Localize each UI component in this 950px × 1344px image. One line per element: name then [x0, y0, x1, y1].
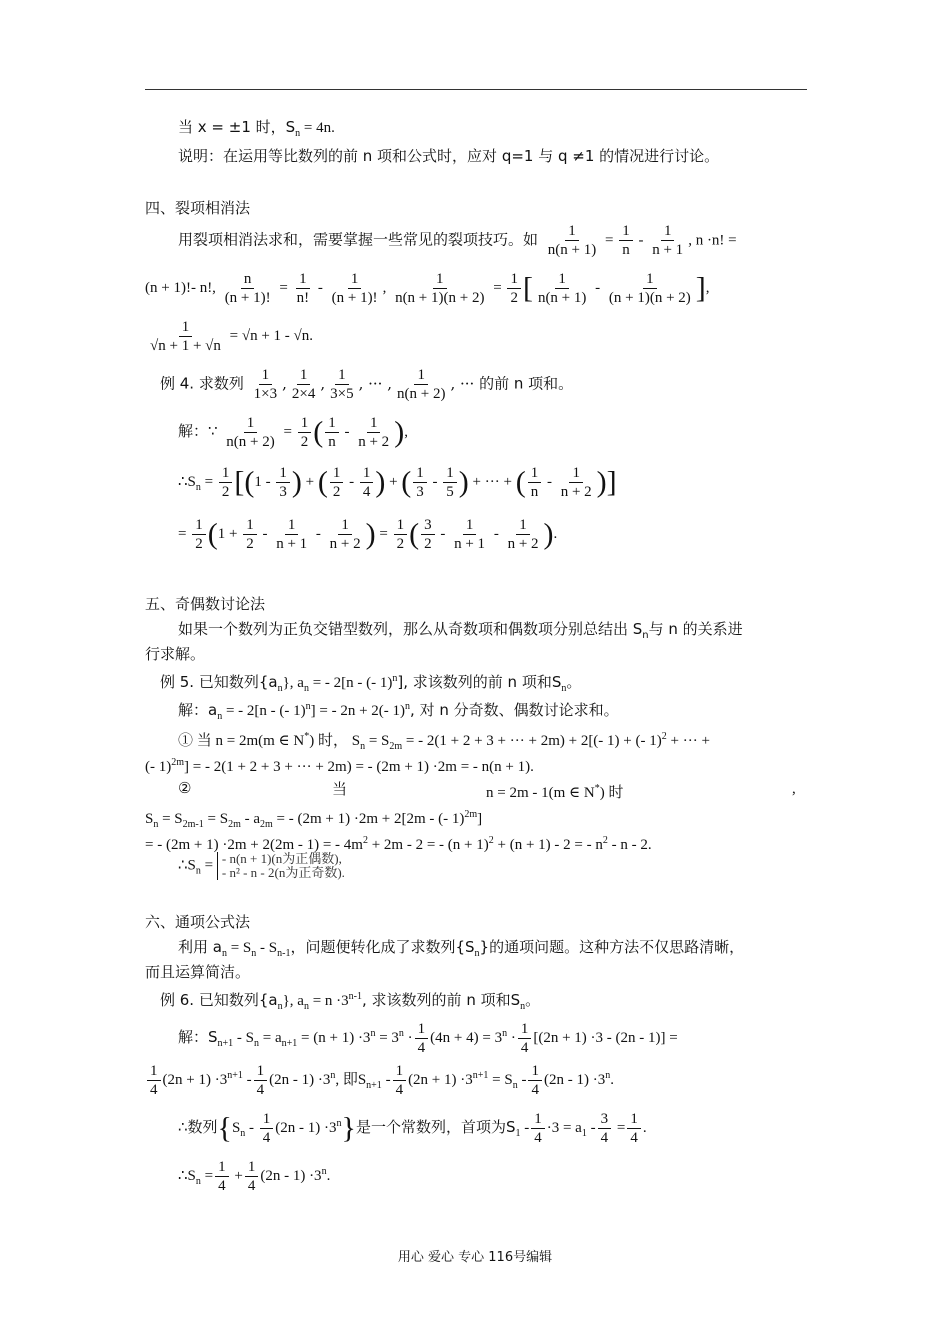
case-2-line-3: = - (2m + 1) ·2m + 2(2m - 1) = - $4m^2 + 2m - 2$ = - $(n + 1)^2 + (n + 1) - 2$ = - $n^2$ - n - 2.	[145, 835, 652, 853]
text-line-6a: 利用 $a_n = S_n - S_{n-1}$，问题便转化成了求数列$\{S_n\}$的通项问题。这种方法不仅思路清晰，	[178, 938, 745, 959]
formula-line-5: $\frac{1}{√n + 1 + √n}$ = √n + 1 - √n.	[150, 319, 314, 354]
section-heading-5: 五、奇偶数讨论法	[145, 595, 266, 613]
example-4: 例 4. 求数列 $\frac{1}{1\times 3}$ , $\frac{1}{2\times 4}$ , $\frac{1}{3\times 5}$ , ··· , $\frac{1}{n(n + 2)}$ , ··· 的前 n 项和。	[160, 367, 574, 402]
solution-4-line-1: 解：∵ $\frac{1}{n(n + 2)}$ = $\frac{1}{2}$ ( $\frac{1}{n}$ - $\frac{1}{n + 2}$ ),	[178, 415, 408, 450]
solution-6-line-2: $\frac{1}{4}$ $(2n + 1) \cdot 3^{n+1}$ - $\frac{1}{4}$ $(2n - 1) \cdot 3^n$, 即$S_{n+1}$ - $\frac{1}{4}$ $(2n + 1) \cdot 3^{n+1} = S_n$ - $\frac{1}{4}$ $(2n - 1) \cdot 3^n$.	[145, 1062, 614, 1099]
case-1-line-2: (- 1)$^{2m}$] = - 2(1 + 2 + 3 + ··· + 2m) = - (2m + 1) ·2m = - n(n + 1).	[145, 757, 534, 775]
section-heading-6: 六、通项公式法	[145, 913, 251, 931]
case-1-line-1: ① 当 n = 2m(m ∈ N*) 时， $S_n = S_{2m}$ = - 2(1 + 2 + 3 + ··· + 2m) + 2[(- 1) + (- 1)$^2$ + ··· +	[178, 731, 710, 752]
example-5: 例 5. 已知数列$\{a_n\}$, $a_n$ = - 2[n - (- 1)$^n$], 求该数列的前 n 项和$S_n$。	[160, 673, 582, 694]
case-2-line-2: $S_n = S_{2m-1} = S_{2m} - a_{2m}$ = - (2m + 1) ·2m + 2[2m - (- 1)$^{2m}$]	[145, 809, 483, 830]
header-rule	[145, 89, 807, 90]
example-6: 例 6. 已知数列$\{a_n\}$, $a_n = n \cdot 3^{n-1}$, 求该数列的前 n 项和$S_n$。	[160, 991, 541, 1012]
text-line-2: 说明：在运用等比数列的前 n 项和公式时，应对 q=1 与 q ≠1 的情况进行讨论。	[178, 147, 720, 165]
formula-line-4: (n + 1)!- n!, $\frac{n}{(n + 1)!}$ = $\frac{1}{n!}$ - $\frac{1}{(n + 1)!}$ , $\frac{1}{n(n + 1)(n + 2)}$ = $\frac{1}{2}$ [ $\frac{1}{n(n + 1)}$ - $\frac{1}{(n + 1)(n + 2)}$ ],	[145, 271, 710, 306]
case-2-label: ②	[178, 781, 192, 797]
solution-6-line-1: 解：$S_{n+1} - S_n = a_{n+1} = (n + 1) \cdot 3^n = 3^n$ · $\frac{1}{4}$ $(4n + 4) = 3^n$ · $\frac{1}{4}$ [(2n + 1) ·3 - (2n - 1)] =	[178, 1021, 678, 1056]
page-footer: 用心 爱心 专心 116号编辑	[397, 1250, 553, 1265]
solution-6-line-4: $\therefore S_n$ = $\frac{1}{4}$ + $\frac{1}{4}$ $(2n - 1) \cdot 3^n$.	[178, 1159, 331, 1194]
case-2-when: 当	[332, 780, 348, 798]
text-line-6b: 而且运算简洁。	[145, 963, 251, 981]
text-line-3: 用裂项相消法求和，需要掌握一些常见的裂项技巧。如 $\frac{1}{n(n + 1)}$ = $\frac{1}{n}$ - $\frac{1}{n + 1}$ , n ·n! =	[178, 223, 737, 258]
cases-result: $\therefore S_n$ = - n(n + 1)(n为正偶数), - n² - n - 2(n为正奇数).	[178, 851, 345, 880]
section-heading-4: 四、裂项相消法	[145, 199, 251, 217]
case-2-comma: ,	[792, 781, 796, 797]
solution-4-line-3: = $\frac{1}{2}$ (1 + $\frac{1}{2}$ - $\frac{1}{n + 1}$ - $\frac{1}{n + 2}$ ) = $\frac{1}{2}$ ( $\frac{3}{2}$ - $\frac{1}{n + 1}$ - $\frac{1}{n + 2}$ ).	[178, 517, 558, 552]
solution-6-line-3: ∴数列{$S_n$ - $\frac{1}{4}$ $(2n - 1) \cdot 3^n$}是一个常数列，首项为$S_1$ - $\frac{1}{4}$ $\cdot 3 = a_1$ - $\frac{3}{4}$ = $\frac{1}{4}$ .	[178, 1111, 647, 1146]
case-2-condition: n = 2m - 1(m ∈ N*) 时	[486, 783, 624, 801]
text-line-1: 当 x = ±1 时，$S_n = 4n$.	[178, 118, 335, 139]
solution-4-line-2: $\therefore S_n$ = $\frac{1}{2}$ [(1 - $\frac{1}{3}$ ) + ( $\frac{1}{2}$ - $\frac{1}{4}$ ) + ( $\frac{1}{3}$ - $\frac{1}{5}$ ) + ··· + ( $\frac{1}{n}$ - $\frac{1}{n + 2}$ )]	[178, 465, 617, 500]
solution-5: 解：$a_n$ = - 2[n - (- 1)$^n$] = - 2n + 2(- 1)$^n$, 对 n 分奇数、偶数讨论求和。	[178, 701, 619, 722]
text-line-5b: 行求解。	[145, 645, 206, 663]
text-line-5a: 如果一个数列为正负交错型数列，那么从奇数项和偶数项分别总结出 $S_n$与 n 的关系进	[178, 620, 743, 641]
